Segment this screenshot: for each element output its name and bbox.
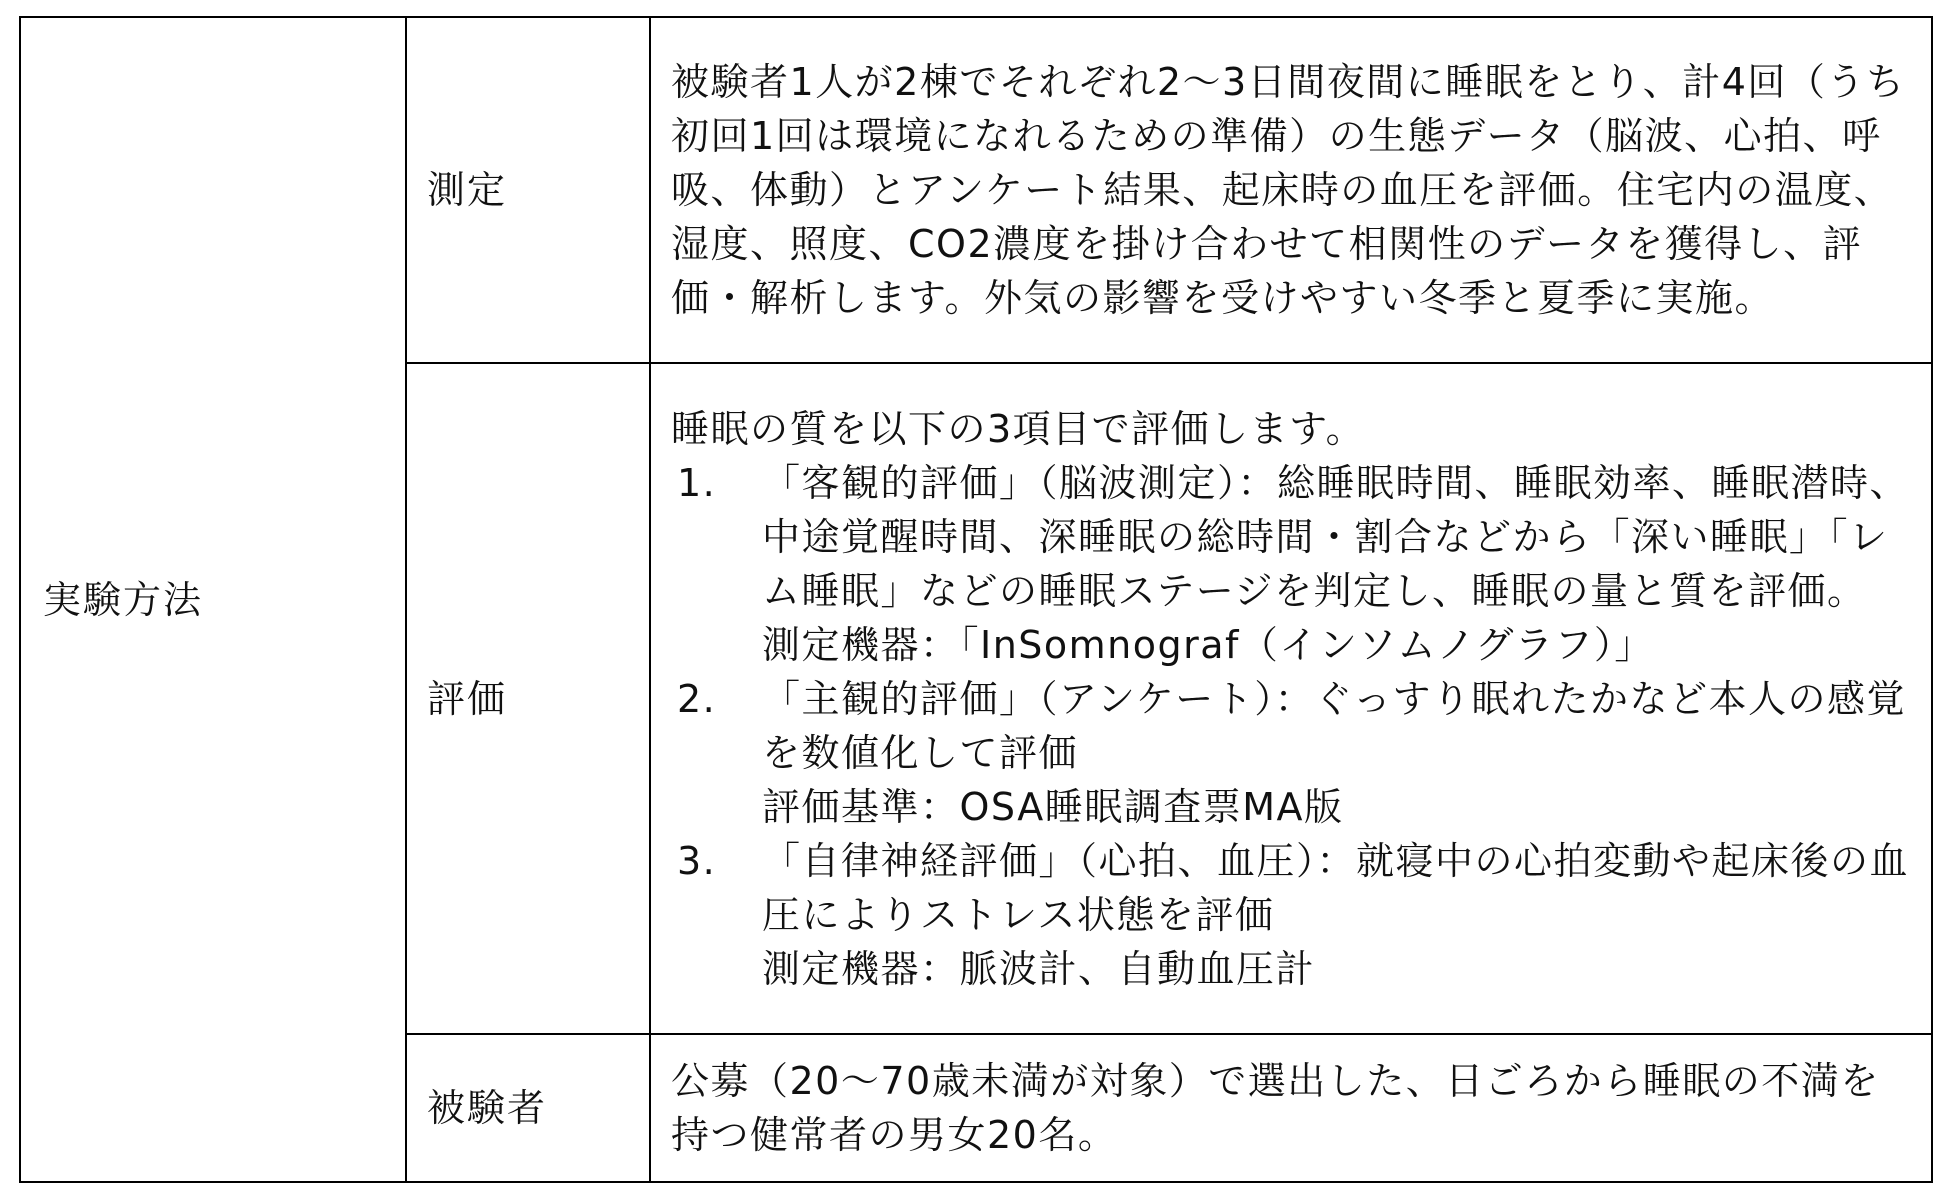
evaluation-intro: 睡眠の質を以下の3項目で評価します。 [671, 406, 1366, 451]
category-cell [20, 17, 406, 1182]
evaluation-item-note: 評価基準：OSA睡眠調査票MA版 [762, 784, 1344, 829]
measurement-row [20, 17, 1932, 363]
evaluation-item-1 [671, 456, 1911, 672]
measurement-label: 測定 [427, 168, 508, 212]
evaluation-item-description: 「客観的評価」（脳波測定）：総睡眠時間、睡眠効率、睡眠潜時、中途覚醒時間、深睡眠の総時間・割合などから「深い睡眠」「レム睡眠」などの睡眠ステージを判定し、睡眠の量と質を評価。 [762, 460, 1910, 613]
measurement-label-cell [406, 17, 650, 363]
category-label: 実験方法 [43, 577, 204, 622]
evaluation-label: 評価 [427, 676, 508, 721]
evaluation-item-number: 1. [677, 460, 717, 505]
evaluation-item-note: 測定機器：「InSomnograf（インソムノグラフ）」 [762, 622, 1654, 667]
measurement-detail-cell [650, 17, 1932, 363]
subjects-detail-cell [650, 1034, 1932, 1182]
evaluation-detail-cell [650, 363, 1932, 1034]
evaluation-item-2 [671, 672, 1911, 834]
measurement-text: 被験者1人が2棟でそれぞれ2～3日間夜間に睡眠をとり、計4回（うち初回1回は環境になれるための準備）の生態データ（脳波、心拍、呼吸、体動）とアンケート結果、起床時の血圧を評価。住宅内の温度、湿度、照度、CO2濃度を掛け合わせて相関性のデータを獲得し、評価・解析します。外気の影響を受けやすい冬季と夏季に実施。 [671, 60, 1906, 320]
evaluation-item-3 [671, 834, 1911, 996]
evaluation-item-description: 「主観的評価」（アンケート）：ぐっすり眠れたかなど本人の感覚を数値化して評価 [762, 676, 1906, 775]
evaluation-list [671, 456, 1911, 996]
evaluation-label-cell [406, 363, 650, 1034]
evaluation-item-description: 「自律神経評価」（心拍、血圧）：就寝中の心拍変動や起床後の血圧によりストレス状態を評価 [762, 838, 1910, 937]
subjects-label-cell [406, 1034, 650, 1182]
evaluation-item-note: 測定機器：脈波計、自動血圧計 [762, 946, 1316, 991]
evaluation-item-number: 3. [677, 838, 717, 883]
evaluation-item-number: 2. [677, 676, 717, 721]
subjects-text: 公募（20～70歳未満が対象）で選出した、日ごろから睡眠の不満を持つ健常者の男女20名。 [671, 1059, 1880, 1157]
experiment-method-table [19, 16, 1933, 1183]
subjects-label: 被験者 [427, 1086, 548, 1130]
